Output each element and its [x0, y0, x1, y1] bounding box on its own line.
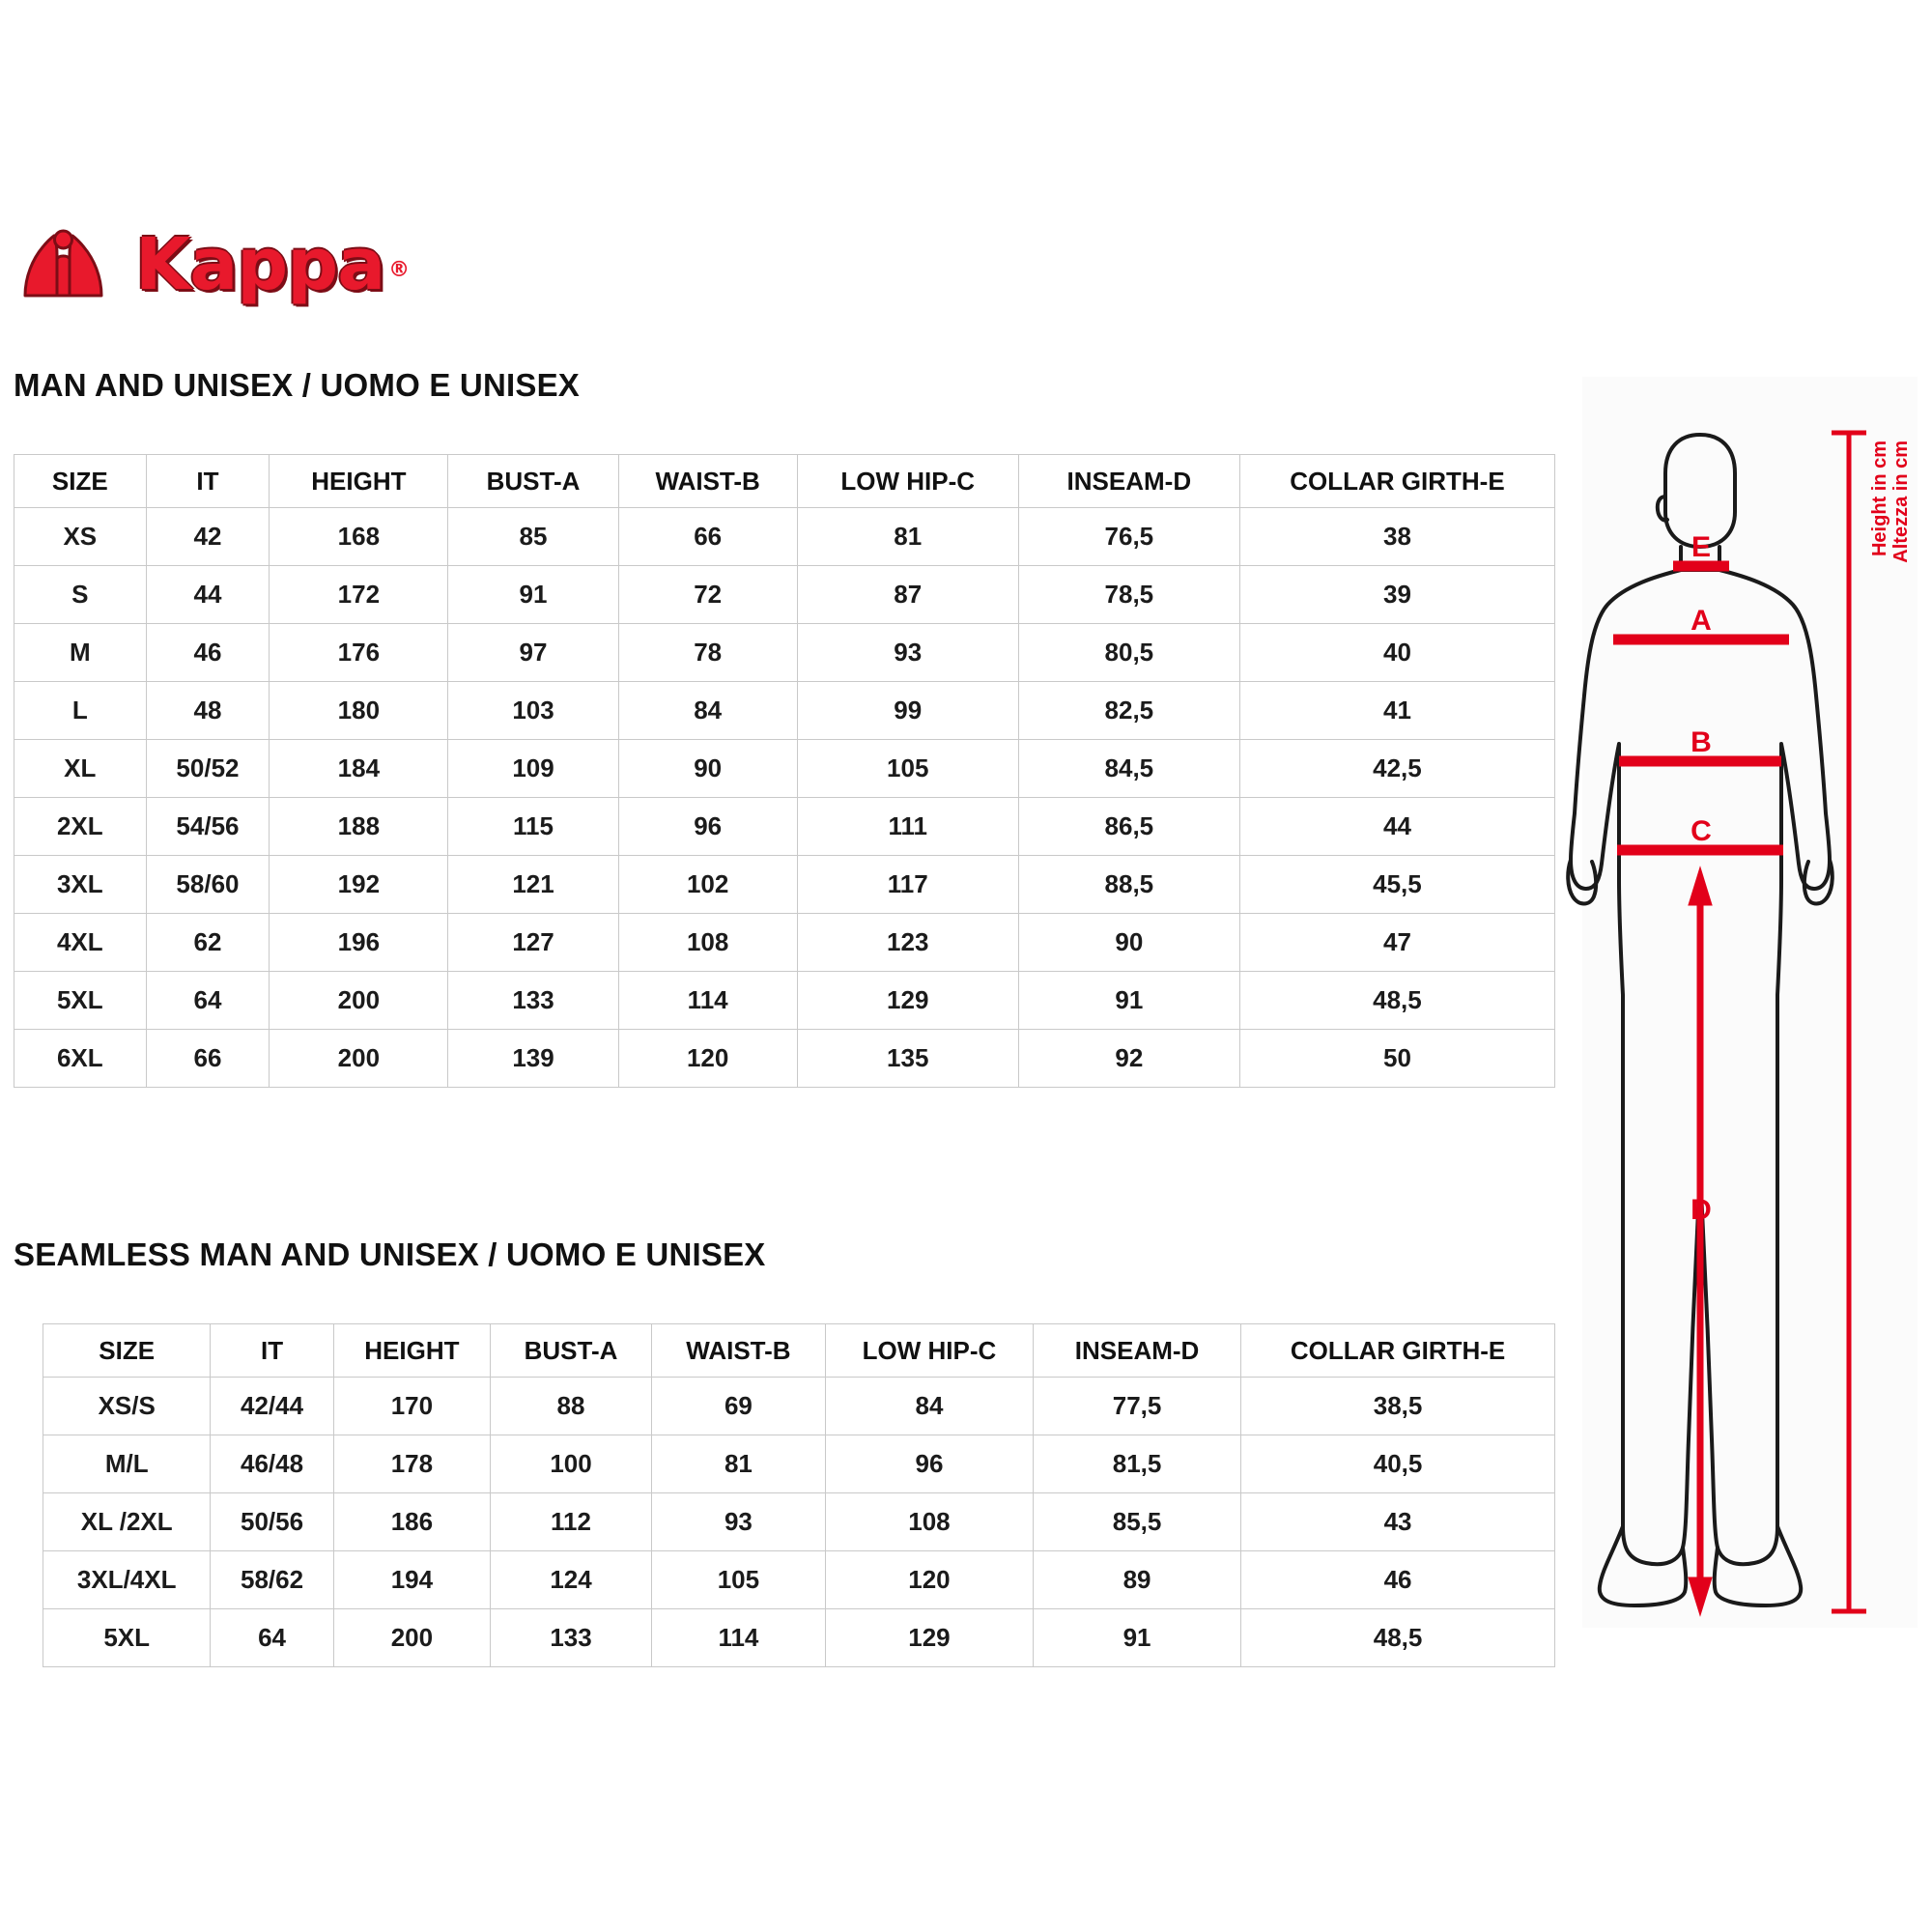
cell-inseam: 91 [1018, 972, 1239, 1030]
cell-lowhip: 111 [797, 798, 1018, 856]
cell-lowhip: 87 [797, 566, 1018, 624]
cell-inseam: 92 [1018, 1030, 1239, 1088]
cell-waist: 72 [618, 566, 797, 624]
cell-size: 2XL [14, 798, 147, 856]
cell-bust: 88 [491, 1378, 652, 1435]
cell-height: 186 [333, 1493, 490, 1551]
cell-bust: 112 [491, 1493, 652, 1551]
cell-size: XS/S [43, 1378, 211, 1435]
cell-inseam: 78,5 [1018, 566, 1239, 624]
cell-bust: 115 [448, 798, 618, 856]
registered-mark: ® [388, 258, 410, 282]
col-header-height: HEIGHT [270, 455, 448, 508]
col-header-inseam: INSEAM-D [1034, 1324, 1241, 1378]
cell-waist: 81 [651, 1435, 825, 1493]
cell-height: 200 [333, 1609, 490, 1667]
cell-size: 4XL [14, 914, 147, 972]
cell-bust: 133 [448, 972, 618, 1030]
cell-height: 200 [270, 972, 448, 1030]
size-table-man [14, 454, 1555, 1088]
section-title-man: MAN AND UNISEX / UOMO E UNISEX [14, 367, 580, 403]
cell-waist: 66 [618, 508, 797, 566]
cell-waist: 114 [651, 1609, 825, 1667]
cell-height: 170 [333, 1378, 490, 1435]
cell-size: M/L [43, 1435, 211, 1493]
cell-lowhip: 129 [797, 972, 1018, 1030]
cell-waist: 84 [618, 682, 797, 740]
cell-inseam: 81,5 [1034, 1435, 1241, 1493]
cell-inseam: 85,5 [1034, 1493, 1241, 1551]
height-label-en: Height in cm [1869, 440, 1890, 557]
cell-bust: 91 [448, 566, 618, 624]
cell-it: 66 [146, 1030, 270, 1088]
cell-waist: 108 [618, 914, 797, 972]
table-row [14, 856, 1555, 914]
col-header-bust: BUST-A [448, 455, 618, 508]
cell-inseam: 89 [1034, 1551, 1241, 1609]
cell-collar: 46 [1241, 1551, 1555, 1609]
cell-it: 44 [146, 566, 270, 624]
cell-bust: 85 [448, 508, 618, 566]
cell-it: 54/56 [146, 798, 270, 856]
cell-it: 48 [146, 682, 270, 740]
col-header-collar: COLLAR GIRTH-E [1241, 1324, 1555, 1378]
cell-collar: 38 [1239, 508, 1554, 566]
cell-waist: 96 [618, 798, 797, 856]
cell-size: 6XL [14, 1030, 147, 1088]
cell-collar: 43 [1241, 1493, 1555, 1551]
cell-inseam: 82,5 [1018, 682, 1239, 740]
table-row [43, 1609, 1555, 1667]
cell-lowhip: 105 [797, 740, 1018, 798]
cell-size: 5XL [14, 972, 147, 1030]
cell-it: 50/56 [211, 1493, 333, 1551]
cell-waist: 78 [618, 624, 797, 682]
male-body-measurement-diagram [1565, 377, 1918, 1633]
table-row [14, 740, 1555, 798]
cell-size: XS [14, 508, 147, 566]
height-label-it: Altezza in cm [1890, 440, 1912, 563]
cell-height: 184 [270, 740, 448, 798]
cell-lowhip: 99 [797, 682, 1018, 740]
col-header-it: IT [146, 455, 270, 508]
cell-waist: 114 [618, 972, 797, 1030]
table-row [14, 566, 1555, 624]
cell-height: 188 [270, 798, 448, 856]
cell-size: 3XL [14, 856, 147, 914]
brand-logo [17, 220, 529, 309]
cell-lowhip: 93 [797, 624, 1018, 682]
table-row [14, 1030, 1555, 1088]
table-row [14, 508, 1555, 566]
cell-waist: 105 [651, 1551, 825, 1609]
cell-lowhip: 81 [797, 508, 1018, 566]
cell-bust: 100 [491, 1435, 652, 1493]
cell-lowhip: 108 [825, 1493, 1033, 1551]
cell-lowhip: 84 [825, 1378, 1033, 1435]
cell-it: 46 [146, 624, 270, 682]
cell-height: 194 [333, 1551, 490, 1609]
cell-collar: 48,5 [1239, 972, 1554, 1030]
table-row [43, 1435, 1555, 1493]
cell-bust: 121 [448, 856, 618, 914]
cell-inseam: 88,5 [1018, 856, 1239, 914]
height-arrow [1832, 433, 1866, 1611]
brand-name: Kappa [135, 223, 385, 306]
table-row [14, 624, 1555, 682]
cell-inseam: 91 [1034, 1609, 1241, 1667]
cell-bust: 103 [448, 682, 618, 740]
marker-label-D: D [1690, 1194, 1712, 1226]
marker-line-D [1692, 877, 1708, 1605]
col-header-lowhip: LOW HIP-C [797, 455, 1018, 508]
col-header-size: SIZE [14, 455, 147, 508]
col-header-size: SIZE [43, 1324, 211, 1378]
measurement-figure-panel [1565, 377, 1918, 1633]
cell-inseam: 84,5 [1018, 740, 1239, 798]
col-header-height: HEIGHT [333, 1324, 490, 1378]
col-header-waist: WAIST-B [618, 455, 797, 508]
cell-lowhip: 120 [825, 1551, 1033, 1609]
table-row [43, 1551, 1555, 1609]
cell-height: 172 [270, 566, 448, 624]
cell-height: 200 [270, 1030, 448, 1088]
cell-it: 62 [146, 914, 270, 972]
cell-height: 176 [270, 624, 448, 682]
cell-inseam: 90 [1018, 914, 1239, 972]
cell-collar: 50 [1239, 1030, 1554, 1088]
table-header-row [43, 1324, 1555, 1378]
cell-collar: 41 [1239, 682, 1554, 740]
kappa-omini-logo-icon [17, 226, 124, 303]
cell-lowhip: 129 [825, 1609, 1033, 1667]
cell-waist: 93 [651, 1493, 825, 1551]
cell-lowhip: 96 [825, 1435, 1033, 1493]
marker-label-A: A [1690, 605, 1712, 637]
cell-bust: 124 [491, 1551, 652, 1609]
cell-it: 46/48 [211, 1435, 333, 1493]
cell-height: 196 [270, 914, 448, 972]
col-header-inseam: INSEAM-D [1018, 455, 1239, 508]
size-table-seamless [43, 1323, 1555, 1667]
cell-size: 3XL/4XL [43, 1551, 211, 1609]
cell-waist: 90 [618, 740, 797, 798]
cell-lowhip: 123 [797, 914, 1018, 972]
cell-size: 5XL [43, 1609, 211, 1667]
cell-collar: 40 [1239, 624, 1554, 682]
col-header-it: IT [211, 1324, 333, 1378]
section-title-seamless: SEAMLESS MAN AND UNISEX / UOMO E UNISEX [14, 1236, 766, 1272]
cell-bust: 133 [491, 1609, 652, 1667]
col-header-collar: COLLAR GIRTH-E [1239, 455, 1554, 508]
cell-lowhip: 135 [797, 1030, 1018, 1088]
col-header-waist: WAIST-B [651, 1324, 825, 1378]
cell-size: L [14, 682, 147, 740]
cell-it: 58/60 [146, 856, 270, 914]
height-axis-label [1869, 440, 1912, 663]
cell-height: 168 [270, 508, 448, 566]
marker-label-B: B [1690, 726, 1712, 758]
cell-collar: 39 [1239, 566, 1554, 624]
cell-size: XL /2XL [43, 1493, 211, 1551]
cell-it: 42 [146, 508, 270, 566]
cell-collar: 44 [1239, 798, 1554, 856]
cell-height: 192 [270, 856, 448, 914]
cell-inseam: 80,5 [1018, 624, 1239, 682]
cell-height: 180 [270, 682, 448, 740]
cell-collar: 45,5 [1239, 856, 1554, 914]
cell-bust: 109 [448, 740, 618, 798]
cell-inseam: 77,5 [1034, 1378, 1241, 1435]
marker-label-E: E [1690, 531, 1712, 563]
cell-inseam: 76,5 [1018, 508, 1239, 566]
cell-it: 50/52 [146, 740, 270, 798]
cell-collar: 38,5 [1241, 1378, 1555, 1435]
cell-inseam: 86,5 [1018, 798, 1239, 856]
cell-collar: 40,5 [1241, 1435, 1555, 1493]
cell-it: 42/44 [211, 1378, 333, 1435]
cell-it: 64 [211, 1609, 333, 1667]
col-header-bust: BUST-A [491, 1324, 652, 1378]
cell-lowhip: 117 [797, 856, 1018, 914]
cell-collar: 48,5 [1241, 1609, 1555, 1667]
table-row [43, 1378, 1555, 1435]
cell-height: 178 [333, 1435, 490, 1493]
table-row [14, 914, 1555, 972]
cell-waist: 102 [618, 856, 797, 914]
table-header-row [14, 455, 1555, 508]
cell-size: M [14, 624, 147, 682]
cell-size: XL [14, 740, 147, 798]
cell-bust: 127 [448, 914, 618, 972]
table-row [43, 1493, 1555, 1551]
cell-it: 58/62 [211, 1551, 333, 1609]
cell-waist: 69 [651, 1378, 825, 1435]
col-header-lowhip: LOW HIP-C [825, 1324, 1033, 1378]
table-row [14, 972, 1555, 1030]
cell-collar: 42,5 [1239, 740, 1554, 798]
cell-bust: 139 [448, 1030, 618, 1088]
cell-bust: 97 [448, 624, 618, 682]
cell-collar: 47 [1239, 914, 1554, 972]
table-row [14, 798, 1555, 856]
brand-wordmark [135, 223, 410, 306]
marker-label-C: C [1690, 815, 1712, 847]
cell-waist: 120 [618, 1030, 797, 1088]
cell-it: 64 [146, 972, 270, 1030]
cell-size: S [14, 566, 147, 624]
table-row [14, 682, 1555, 740]
